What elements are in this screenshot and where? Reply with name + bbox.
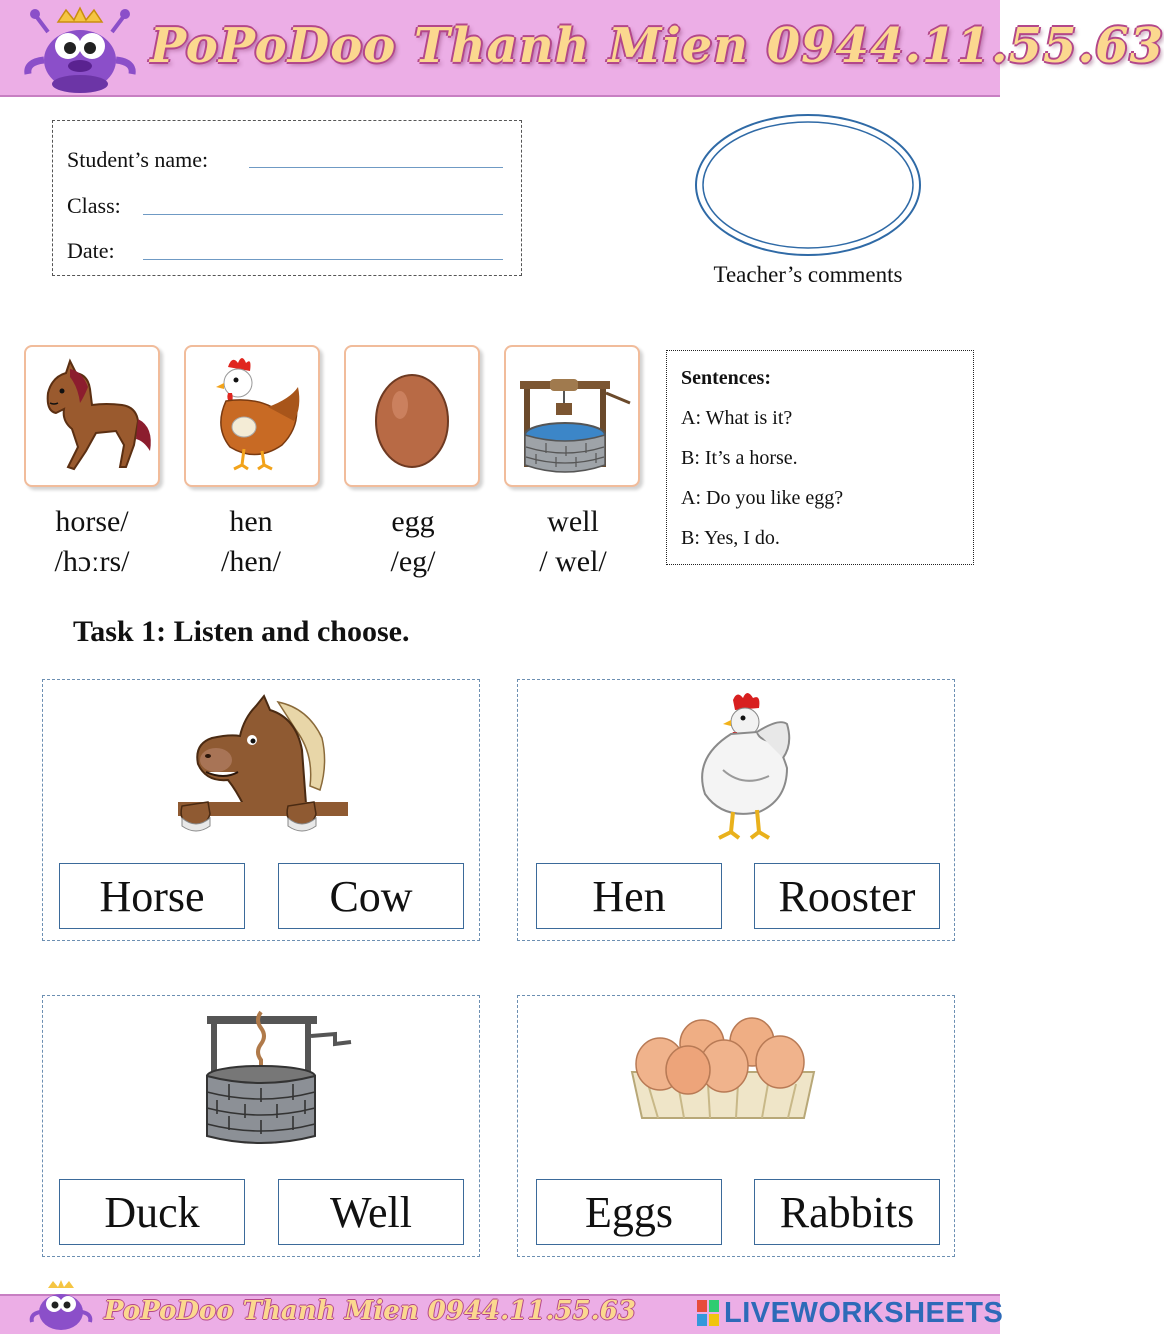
task-panel-eggs xyxy=(517,995,955,1257)
vocab-word-well: well xyxy=(547,505,599,538)
class-line[interactable] xyxy=(143,214,503,215)
sentences-title: Sentences: xyxy=(681,367,771,389)
task-panel-horse xyxy=(42,679,480,941)
vocab-card-egg xyxy=(344,345,480,487)
option-well-button[interactable]: Well xyxy=(278,1179,464,1245)
vocab-card-horse xyxy=(24,345,160,487)
task-panel-well xyxy=(42,995,480,1257)
egg-icon xyxy=(346,347,478,485)
task-panel-hen xyxy=(517,679,955,941)
sentence-line: A: What is it? xyxy=(681,407,793,429)
footer-brand: PoPoDoo Thanh Mien 0944.11.55.63 xyxy=(104,1296,636,1326)
mascot-icon xyxy=(18,2,142,94)
brand-title: PoPoDoo Thanh Mien 0944.11.55.63 xyxy=(150,18,1164,74)
option-eggs-button[interactable]: Eggs xyxy=(536,1179,722,1245)
vocab-card-hen xyxy=(184,345,320,487)
liveworksheets-label[interactable]: LIVEWORKSHEETS xyxy=(724,1297,1004,1329)
vocab-word-egg: egg xyxy=(391,505,435,538)
teacher-comments-label: Teacher’s comments xyxy=(713,262,903,287)
student-info-box xyxy=(52,120,522,276)
option-horse-button[interactable]: Horse xyxy=(59,863,245,929)
date-line[interactable] xyxy=(143,259,503,260)
vocab-card-well xyxy=(504,345,640,487)
stone-well-icon xyxy=(203,1010,353,1150)
sentence-line: A: Do you like egg? xyxy=(681,487,844,509)
option-duck-button[interactable]: Duck xyxy=(59,1179,245,1245)
horse-icon xyxy=(26,347,158,485)
horse-head-icon xyxy=(178,694,348,839)
vocab-ipa-hen: /hen/ xyxy=(221,545,281,578)
student-name-line[interactable] xyxy=(249,167,503,168)
option-hen-button[interactable]: Hen xyxy=(536,863,722,929)
vocab-ipa-egg: /eg/ xyxy=(390,545,436,578)
student-name-label: Student’s name: xyxy=(67,147,209,172)
vocab-ipa-well: / wel/ xyxy=(539,545,607,578)
teacher-comment-oval[interactable] xyxy=(694,113,922,258)
option-rabbits-button[interactable]: Rabbits xyxy=(754,1179,940,1245)
sentence-line: B: It’s a horse. xyxy=(681,447,798,469)
mascot-small-icon xyxy=(26,1278,96,1332)
option-rooster-button[interactable]: Rooster xyxy=(754,863,940,929)
hen-icon xyxy=(186,347,318,485)
class-label: Class: xyxy=(67,193,121,218)
white-hen-icon xyxy=(683,688,798,848)
task1-title: Task 1: Listen and choose. xyxy=(73,615,410,648)
well-icon xyxy=(506,347,638,485)
liveworksheets-logo-icon xyxy=(697,1300,719,1326)
sentence-line: B: Yes, I do. xyxy=(681,527,780,549)
vocab-word-horse: horse/ xyxy=(55,505,129,538)
sentences-box xyxy=(666,350,974,565)
date-label: Date: xyxy=(67,238,115,263)
vocab-word-hen: hen xyxy=(229,505,273,538)
egg-carton-icon xyxy=(628,1014,818,1129)
option-cow-button[interactable]: Cow xyxy=(278,863,464,929)
vocab-ipa-horse: /hɔːrs/ xyxy=(54,545,130,578)
